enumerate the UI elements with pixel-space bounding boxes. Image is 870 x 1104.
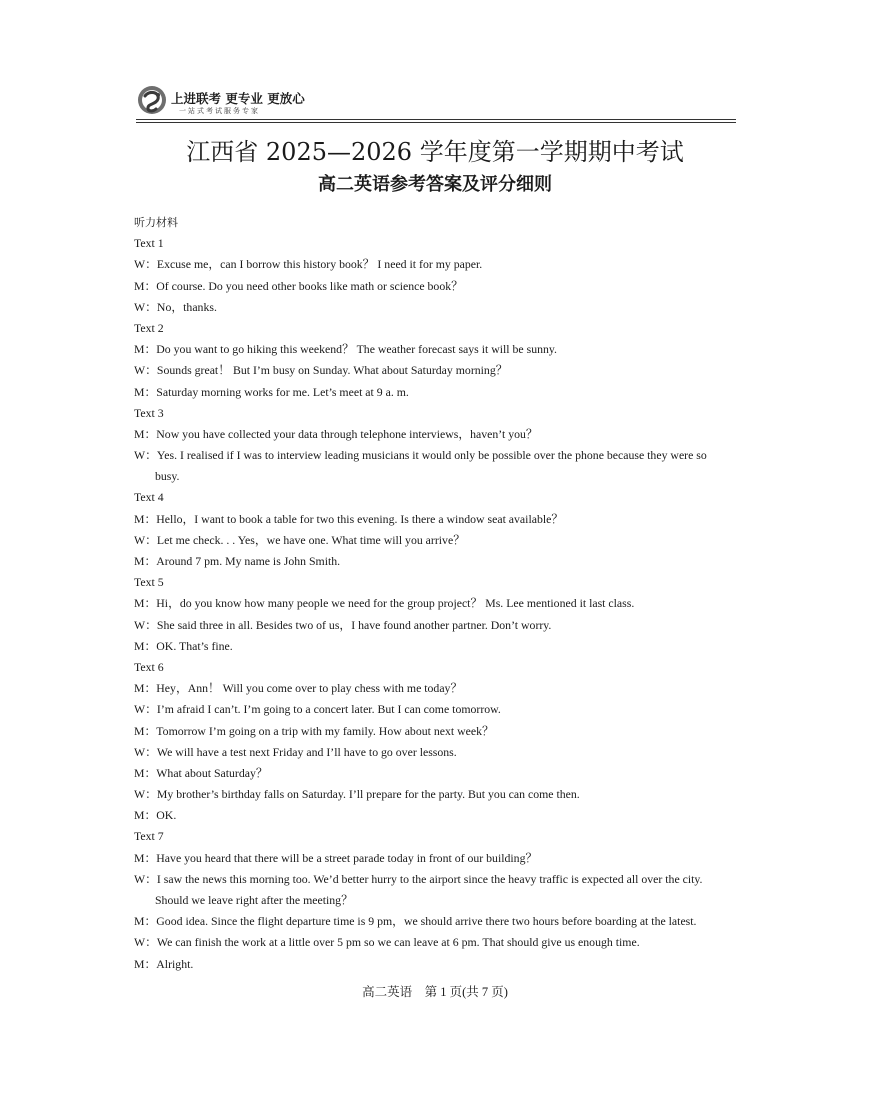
transcript-line: M：Now you have collected your data through telephone interviews，haven’t you？ <box>134 426 538 441</box>
transcript-line: W：She said three in all. Besides two of us，I have found another partner. Don’t worry. <box>134 617 552 632</box>
transcript-line: W：We can finish the work at a little over 5 pm so we can leave at 6 pm. That should give us enough time. <box>134 935 640 950</box>
page-subtitle: 高二英语参考答案及评分细则 <box>318 174 552 195</box>
transcript-line: M：What about Saturday？ <box>134 765 268 780</box>
logo-subtitle: 一站式考试服务专家 <box>179 107 260 115</box>
header-rule-thick <box>136 119 736 120</box>
transcript-line: W：I’m afraid I can’t. I’m going to a concert later. But I can come tomorrow. <box>134 702 501 717</box>
transcript-line: M：Around 7 pm. My name is John Smith. <box>134 554 341 568</box>
transcript-line-continuation: busy. <box>155 469 180 484</box>
transcript-line: W：I saw the news this morning too. We’d better hurry to the airport since the heavy traffic is expected all over the city. <box>134 871 703 886</box>
transcript-line: W：Excuse me，can I borrow this history book？ I need it for my paper. <box>134 257 483 272</box>
text-label: Text 5 <box>134 575 164 590</box>
logo <box>136 84 336 120</box>
page-title: 江西省 2025—2026 学年度第一学期期中考试 <box>186 138 684 166</box>
header-rule-thin <box>136 122 736 123</box>
transcript-line: M：OK. <box>134 808 177 823</box>
transcript-line: M：Of course. Do you need other books like math or science book？ <box>134 278 463 293</box>
transcript-line: W：Let me check. . . Yes，we have one. What time will you arrive？ <box>134 532 465 547</box>
transcript-line: M：Hey，Ann！ Will you come over to play chess with me today？ <box>134 681 463 696</box>
transcript-line: M：Alright. <box>134 956 194 971</box>
transcript-line: M：Saturday morning works for me. Let’s meet at 9 a. m. <box>134 384 409 399</box>
transcript-line: W：Sounds great！ But I’m busy on Sunday. What about Saturday morning？ <box>134 363 508 378</box>
transcript-line: W：No，thanks. <box>134 299 217 314</box>
transcript-line: M：Hi，do you know how many people we need for the group project？ Ms. Lee mentioned it last class. <box>134 596 635 611</box>
transcript-line: M：Have you heard that there will be a street parade today in front of our building？ <box>134 850 538 865</box>
transcript-line-continuation: Should we leave right after the meeting？ <box>155 893 353 907</box>
transcript-line: W：My brother’s birthday falls on Saturday. I’ll prepare for the party. But you can come then. <box>134 787 580 802</box>
text-label: Text 2 <box>134 320 164 335</box>
text-label: Text 4 <box>134 490 164 505</box>
transcript-line: M：Hello，I want to book a table for two this evening. Is there a window seat available？ <box>134 511 564 526</box>
listening-transcript <box>134 212 740 975</box>
text-label: Text 6 <box>134 659 164 674</box>
text-label: Text 7 <box>134 829 164 844</box>
logo-slogan: 上进联考 更专业 更放心 <box>171 91 305 106</box>
transcript-line: M：Do you want to go hiking this weekend？ The weather forecast says it will be sunny. <box>134 342 557 357</box>
transcript-line: M：Good idea. Since the flight departure time is 9 pm，we should arrive there two hours before boarding at the latest. <box>134 914 697 929</box>
text-label: Text 1 <box>134 236 164 251</box>
logo-swirl-icon <box>136 84 168 116</box>
text-label: Text 3 <box>134 405 164 420</box>
transcript-line: M：OK. That’s fine. <box>134 638 233 653</box>
transcript-line: M：Tomorrow I’m going on a trip with my family. How about next week？ <box>134 723 494 738</box>
page-footer: 高二英语 第 1 页(共 7 页) <box>362 985 508 999</box>
transcript-line: W：Yes. I realised if I was to interview leading musicians it would only be possible over the phone because they were so <box>134 448 707 463</box>
transcript-line: W：We will have a test next Friday and I’ll have to go over lessons. <box>134 744 457 759</box>
section-heading: 听力材料 <box>134 216 178 229</box>
